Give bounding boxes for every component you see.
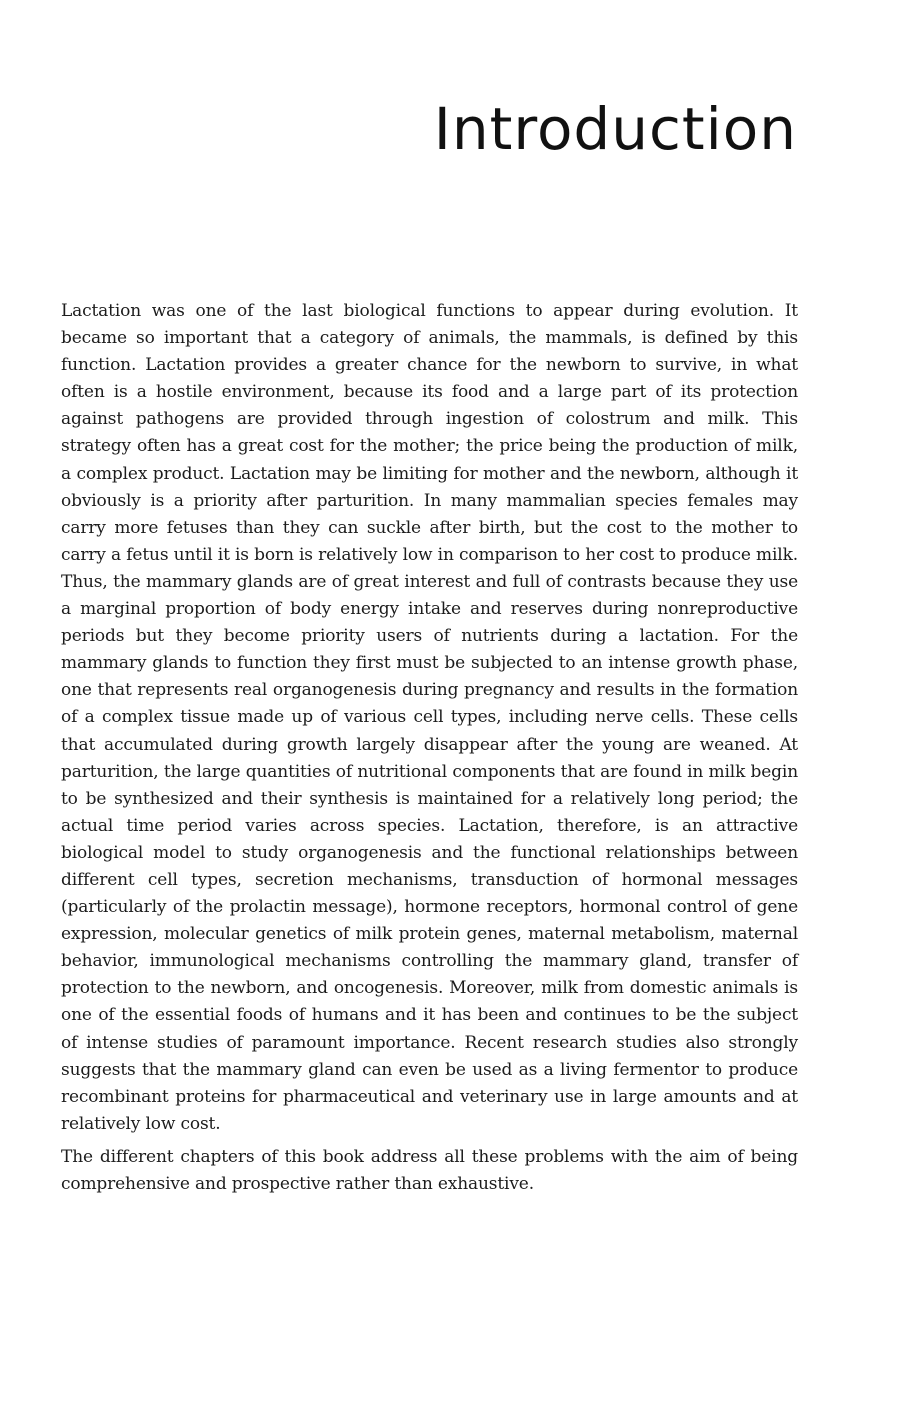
chapter-title: Introduction (433, 95, 797, 163)
paragraph: Lactation was one of the last biological functions to appear during evolution. It became so important that a category of animals, the mammals, is defined by this function. Lactation provides a greater chance for the newborn to survive, in what often is a hostile environment, because its food and a large part of its protection against pathogens are provided through ingestion of colostrum and milk. This strategy often has a great cost for the mother; the price being the production of milk, a complex product. Lactation may be limiting for mother and the newborn, although it obviously is a priority after parturition. In many mammalian species females may carry more fetuses than they can suckle after birth, but the cost to the mother to carry a fetus until it is born is relatively low in comparison to her cost to produce milk. Thus, the mammary glands are of great interest and full of contrasts because they use a marginal proportion of body energy intake and reserves during nonreproductive periods but they become priority users of nutrients during a lactation. For the mammary glands to function they first must be subjected to an intense growth phase, one that represents real organogenesis during pregnancy and results in the formation of a complex tissue made up of various cell types, including nerve cells. These cells that accumulated during growth largely disappear after the young are weaned. At parturition, the large quantities of nutritional components that are found in milk begin to be synthesized and their synthesis is maintained for a relatively long period; the actual time period varies across species. Lactation, therefore, is an attractive biological model to study organogenesis and the functional relationships between different cell types, secretion mechanisms, transduction of hormonal messages (particularly of the prolactin message), hormone receptors, hormonal control of gene expression, molecular genetics of milk protein genes, maternal metabolism, maternal behavior, immunological mechanisms controlling the mammary gland, transfer of protection to the newborn, and oncogenesis. Moreover, milk from domestic animals is one of the essential foods of humans and it has been and continues to be the subject of intense studies of paramount importance. Recent research studies also strongly suggests that the mammary gland can even be used as a living fermentor to produce recombinant proteins for pharmaceutical and veterinary use in large amounts and at relatively low cost. (61, 301, 798, 1134)
body-text (61, 298, 798, 1204)
paragraph: The different chapters of this book address all these problems with the aim of being comprehensive and prospective rather than exhaustive. (61, 1146, 798, 1194)
